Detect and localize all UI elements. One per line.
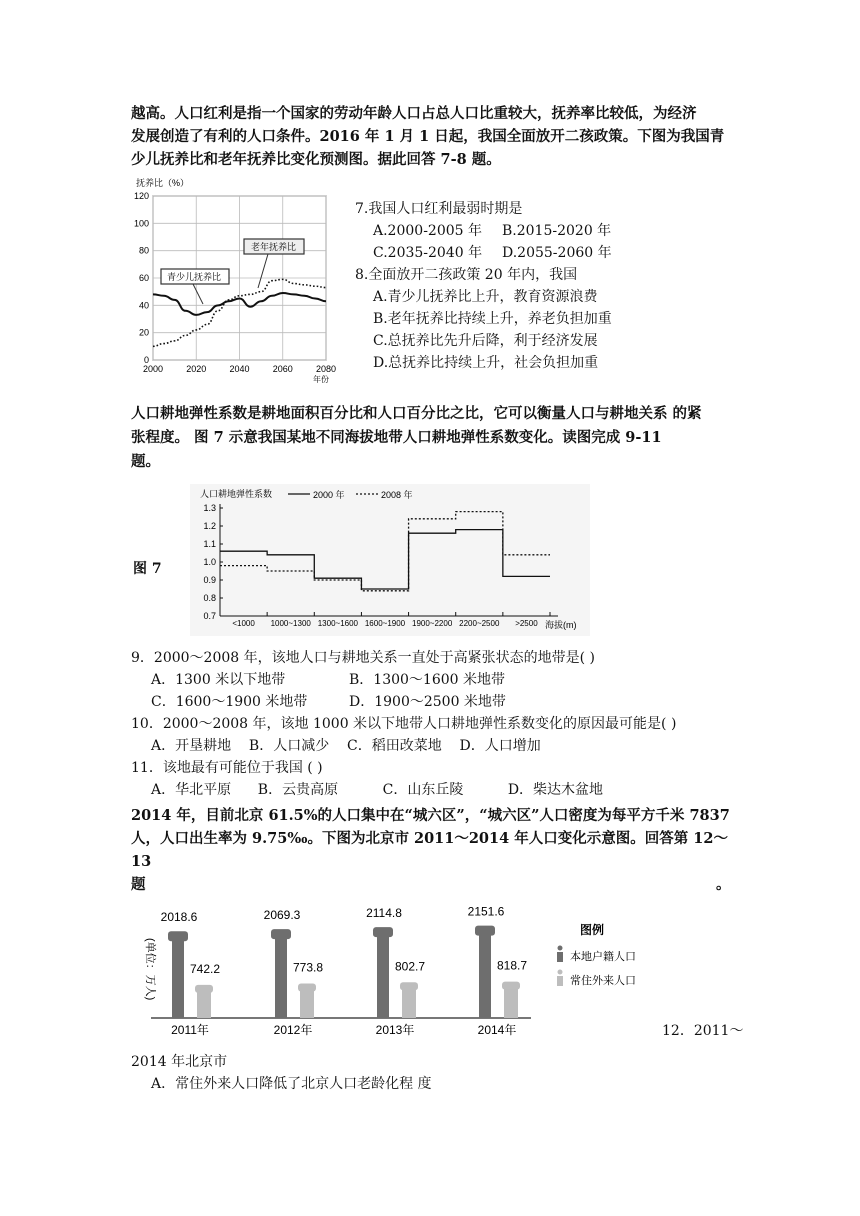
local-population-head bbox=[373, 927, 393, 937]
x-tick-label: 2060 bbox=[272, 364, 293, 374]
series-label-elder-text: 老年抚养比 bbox=[251, 242, 297, 252]
q8-option-a[interactable]: A.青少儿抚养比上升，教育资源浪费 bbox=[373, 289, 598, 305]
year-label: 2012年 bbox=[273, 1023, 313, 1037]
year-label: 2013年 bbox=[375, 1023, 415, 1037]
legend-2008-label: 2008 年 bbox=[381, 490, 413, 500]
q7-option-d[interactable]: D.2055-2060 年 bbox=[502, 245, 612, 261]
local-value-label: 2114.8 bbox=[366, 906, 402, 921]
y-axis-label: 抚养比（%） bbox=[136, 178, 190, 188]
q7-option-b[interactable]: B.2015-2020 年 bbox=[502, 223, 612, 239]
q7-stem: 7.我国人口红利最弱时期是 bbox=[355, 201, 523, 217]
x-tick-label: 2080 bbox=[315, 364, 337, 374]
local-population-head bbox=[475, 926, 495, 936]
y-tick-label: 0 bbox=[143, 355, 149, 365]
x-tick-label: 2000 bbox=[142, 364, 164, 374]
q9-option-c[interactable]: C．1600～1900 米地带 bbox=[151, 694, 308, 710]
q9-option-b[interactable]: B．1300～1600 米地带 bbox=[349, 672, 505, 688]
local-population-bar bbox=[377, 929, 389, 1018]
intro-paragraph-2 bbox=[131, 402, 741, 474]
local-population-head bbox=[271, 929, 291, 939]
x-tick-label: 1600~1900 bbox=[364, 619, 406, 628]
local-population-head bbox=[168, 931, 188, 941]
q9-11-block bbox=[131, 647, 751, 801]
y-tick-label: 1.3 bbox=[203, 503, 216, 513]
migrant-population-head bbox=[195, 985, 213, 993]
q9-option-a[interactable]: A．1300 米以下地带 bbox=[151, 672, 286, 688]
q12-lead: 12．2011～ bbox=[662, 1023, 744, 1039]
x-tick-label: >2500 bbox=[515, 619, 538, 628]
intro3-line1: 2014 年，目前北京 61.5%的人口集中在“城六区”，“城六区”人口密度为每平方千米 7837 bbox=[131, 807, 730, 824]
migrant-population-head bbox=[400, 982, 418, 990]
series-label-elder bbox=[244, 239, 304, 254]
intro-paragraph-3 bbox=[131, 804, 731, 896]
q7-options-row2 bbox=[355, 242, 655, 264]
x-tick-label: 1000~1300 bbox=[270, 619, 311, 628]
intro3-line3-text: 题 bbox=[131, 876, 146, 893]
q10-stem: 10．2000～2008 年，该地 1000 米以下地带人口耕地弹性系数变化的原因最可能是( ) bbox=[131, 716, 677, 732]
x-tick-label: 1300~1600 bbox=[317, 619, 358, 628]
q9-stem: 9．2000～2008 年，该地人口与耕地关系一直处于高紧张状态的地带是( ) bbox=[131, 650, 595, 666]
migrant-population-head bbox=[298, 984, 316, 992]
migrant-value-label: 802.7 bbox=[394, 959, 426, 974]
q10-options[interactable]: A．开垦耕地 B．人口减少 C．稻田改菜地 D．人口增加 bbox=[151, 738, 541, 754]
y-tick-label: 1.0 bbox=[203, 557, 216, 567]
local-value-label: 2151.6 bbox=[467, 904, 505, 919]
intro2-line1: 人口耕地弹性系数是耕地面积百分比和人口百分比之比，它可以衡量人口与耕地关系 的紧 bbox=[131, 405, 702, 422]
local-population-bar bbox=[172, 933, 184, 1018]
local-population-bar bbox=[479, 928, 491, 1018]
x-axis-label: 年份 bbox=[313, 375, 329, 384]
y-tick-label: 0.7 bbox=[203, 611, 216, 621]
x-tick-label: <1000 bbox=[232, 619, 255, 628]
beijing-population-chart bbox=[133, 890, 673, 1040]
x-tick-label: 2040 bbox=[229, 364, 250, 374]
unit-label: (单位：万人) bbox=[144, 938, 156, 1001]
intro-paragraph-1 bbox=[131, 102, 731, 171]
elasticity-chart bbox=[190, 484, 590, 636]
intro1-line1: 越高。人口红利是指一个国家的劳动年龄人口占总人口比重较大，抚养率比较低，为经济 bbox=[131, 105, 697, 122]
year-label: 2011年 bbox=[171, 1023, 209, 1037]
q9-options-row2 bbox=[131, 691, 751, 713]
q8-option-d[interactable]: D.总抚养比持续上升，社会负担加重 bbox=[373, 355, 599, 371]
series-label-youth-text: 青少儿抚养比 bbox=[167, 272, 222, 282]
x-tick-label: 1900~2200 bbox=[412, 619, 453, 628]
elasticity-chart-bg bbox=[190, 484, 590, 636]
x-tick-label: 2200~2500 bbox=[459, 619, 500, 628]
q8-option-c[interactable]: C.总抚养比先升后降，利于经济发展 bbox=[373, 333, 598, 349]
y-tick-label: 0.8 bbox=[203, 593, 216, 603]
migrant-value-label: 742.2 bbox=[189, 961, 221, 976]
year-label: 2014年 bbox=[477, 1023, 517, 1037]
q7-option-c[interactable]: C.2035-2040 年 bbox=[373, 245, 483, 261]
q11-stem: 11．该地最有可能位于我国 ( ) bbox=[131, 760, 323, 776]
figure-7-label: 图 7 bbox=[133, 561, 162, 577]
migrant-value-label: 773.8 bbox=[292, 960, 324, 975]
legend-migrant-label: 常住外来人口 bbox=[570, 975, 636, 987]
legend bbox=[557, 922, 636, 987]
y-tick-label: 0.9 bbox=[203, 575, 216, 585]
y-tick-label: 20 bbox=[138, 327, 149, 338]
q8-stem: 8.全面放开二孩政策 20 年内，我国 bbox=[355, 267, 578, 283]
y-tick-label: 80 bbox=[138, 245, 149, 256]
y-tick-label: 1.2 bbox=[203, 521, 216, 531]
q9-options-row1 bbox=[131, 669, 751, 691]
intro1-line2: 发展创造了有利的人口条件。2016 年 1 月 1 日起，我国全面放开二孩政策。下图为我国青 bbox=[131, 128, 725, 145]
q12-block bbox=[131, 1051, 731, 1095]
q8-option-b[interactable]: B.老年抚养比持续上升，养老负担加重 bbox=[373, 311, 612, 327]
legend-local-label: 本地户籍人口 bbox=[570, 951, 636, 963]
q7-option-a[interactable]: A.2000-2005 年 bbox=[373, 223, 482, 239]
y-tick-label: 40 bbox=[138, 300, 149, 311]
intro2-line2: 张程度。 图 7 示意我国某地不同海拔地带人口耕地弹性系数变化。读图完成 9-11 bbox=[131, 429, 662, 446]
local-population-bar bbox=[275, 931, 287, 1018]
legend-migrant-icon bbox=[557, 970, 563, 987]
q9-option-d[interactable]: D．1900～2500 米地带 bbox=[349, 694, 506, 710]
y-tick-label: 100 bbox=[133, 218, 149, 229]
x-tick-label: 2020 bbox=[186, 364, 207, 374]
legend-local-icon bbox=[557, 946, 563, 963]
y-tick-label: 60 bbox=[138, 273, 149, 283]
q11-options[interactable]: A．华北平原 B．云贵高原 C．山东丘陵 D．柴达木盆地 bbox=[151, 782, 604, 798]
local-value-label: 2069.3 bbox=[263, 908, 301, 923]
legend-title: 图例 bbox=[580, 923, 605, 937]
y-tick-label: 120 bbox=[133, 191, 149, 201]
y-axis-label: 人口耕地弹性系数 bbox=[200, 489, 273, 499]
intro2-line3: 题。 bbox=[131, 453, 160, 470]
intro1-line3: 少儿抚养比和老年抚养比变化预测图。据此回答 7-8 题。 bbox=[131, 151, 501, 168]
q7-options-row1 bbox=[355, 220, 655, 242]
legend-2000-label: 2000 年 bbox=[313, 490, 345, 500]
local-value-label: 2018.6 bbox=[160, 910, 198, 925]
q12-option-a[interactable]: A．常住外来人口降低了北京人口老龄化程 度 bbox=[151, 1076, 432, 1092]
migrant-population-head bbox=[502, 982, 520, 990]
y-tick-label: 1.1 bbox=[203, 539, 216, 549]
migrant-value-label: 818.7 bbox=[496, 958, 528, 973]
x-axis-label: 海拔(m) bbox=[545, 620, 577, 630]
intro3-trailing-dot: 。 bbox=[716, 876, 731, 893]
q7-block bbox=[355, 198, 655, 374]
intro3-line2: 人，人口出生率为 9.75‰。下图为北京市 2011～2014 年人口变化示意图。回答第 12～13 bbox=[131, 830, 728, 870]
series-label-youth bbox=[161, 269, 229, 284]
q12-stem-cont: 2014 年北京市 bbox=[131, 1054, 228, 1070]
dependency-ratio-chart bbox=[118, 176, 340, 388]
